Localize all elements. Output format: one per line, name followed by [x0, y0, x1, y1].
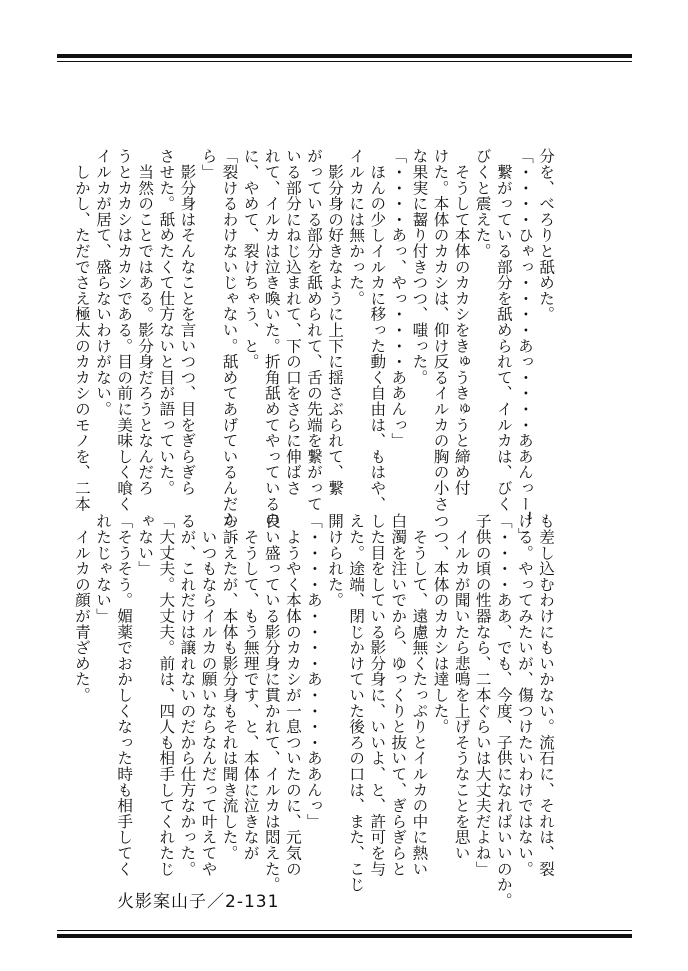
text-line: 繋がっている部分を舐められて、イルカは、びく — [494, 148, 513, 512]
text-line: ら」 — [199, 148, 218, 180]
text-line: 白濁を注いでから、ゆっくりと抜いて、ぎらぎらと — [389, 513, 408, 877]
text-line: に、やめて、裂けちゃう、と。 — [241, 148, 260, 370]
text-line: 「大丈夫。大丈夫。前は、四人も相手してくれたじ — [157, 513, 176, 877]
text-line: 子供の頃の性器なら、二本ぐらいは大丈夫だよね」 — [473, 513, 492, 877]
text-line: けた。本体のカカシは、仰け反るイルカの胸の小さ — [431, 148, 450, 512]
text-line: イルカが居て、盛らないわけがない。 — [94, 148, 113, 417]
text-line: させた。舐めたくて仕方ないと目が語っていた。 — [157, 148, 176, 496]
text-line: つつ、本体のカカシは達した。 — [431, 513, 450, 735]
bottom-border-thick — [57, 934, 632, 938]
text-line: るが、これだけは譲れないのだから仕方なかった。 — [178, 513, 197, 877]
text-line: な果実に齧り付きつつ、嗤った。 — [410, 148, 429, 385]
text-line: いる部分にねじ込まれて、下の口をさらに伸ばさ — [283, 148, 302, 496]
text-line: ら訴えたが、本体も影分身もそれは聞き流した。 — [220, 513, 239, 861]
text-line: 「そうそう。媚薬でおかしくなった時も相手してく — [115, 513, 134, 877]
text-line: ようやく本体のカカシが一息ついたのに、元気の — [283, 513, 302, 877]
text-line: がっている部分を舐められて、舌の先端を繋がって — [304, 148, 323, 512]
text-line: ける。やってみたいが、傷つけたいわけではない。 — [515, 513, 534, 877]
text-line: 影分身の好きなように上下に揺さぶられて、繋 — [326, 148, 345, 496]
text-line: も差し込むわけにもいかない。流石に、それは、裂 — [537, 513, 555, 877]
page-footer: 火影案山子／2-131 — [117, 892, 280, 912]
text-line: うとカカシはカカシである。目の前に美味しく喰く — [115, 148, 134, 512]
text-line: れたじゃない」 — [94, 513, 113, 624]
text-line: イルカには無かった。 — [347, 148, 366, 306]
text-line: いつもならイルカの願いならなんだって叶えてや — [199, 513, 218, 877]
bottom-border-thin — [57, 930, 632, 931]
text-line: した目をしている影分身に、いいよ、と、許可を与 — [368, 513, 387, 877]
text-line: 影分身はそんなことを言いつつ、目をぎらぎら — [178, 148, 197, 496]
text-line: 当然のことではある。影分身だろうとなんだろ — [136, 148, 155, 496]
text-line: びくと震えた。 — [473, 148, 492, 259]
text-line: えた。途端、閉じかけていた後ろの口は、また、こじ — [347, 513, 366, 893]
text-block-upper — [71, 148, 556, 543]
top-border-thin — [57, 61, 632, 62]
text-line: しかし、ただでさえ極太のカカシのモノを、二本 — [72, 148, 91, 512]
text-line: ほんの少しイルカに移った動く自由は、もはや、 — [368, 148, 387, 512]
text-line: 開けられた。 — [326, 513, 345, 608]
text-line: そうして、遠慮無くたっぷりとイルカの中に熱い — [410, 513, 429, 877]
text-line: れて、イルカは泣き喚いた。折角舐めてやっているの — [262, 148, 281, 528]
top-border-thick — [57, 54, 632, 58]
text-line: 「・・・・ああ、でも、今度、子供になればいいのか。 — [494, 513, 513, 908]
text-line: 「・・・・あ・・・・あ・・・・ああんっ」 — [304, 513, 323, 829]
text-line: 分を、べろりと舐めた。 — [537, 148, 555, 322]
text-line: 「・・・・ひゃっ・・・・あっ・・・・ああんっー！」 — [515, 148, 534, 543]
text-line: そうして本体のカカシをきゅうきゅうと締め付 — [452, 148, 471, 496]
text-line: イルカの顔が青ざめた。 — [72, 513, 91, 703]
text-line: 「裂けるわけないじゃない。舐めてあげているんだか — [220, 148, 239, 528]
text-line: ゃない」 — [136, 513, 155, 577]
text-line: そうして、もう無理です、と、本体に泣きなが — [241, 513, 260, 861]
text-line: 良い盛っている影分身に貫かれて、イルカは悶えた。 — [262, 513, 281, 893]
text-line: 「・・・・あっ、やっ・・・・ああんっ」 — [389, 148, 408, 449]
text-line: イルカが聞いたら悲鳴を上げそうなことを思い — [452, 513, 471, 861]
